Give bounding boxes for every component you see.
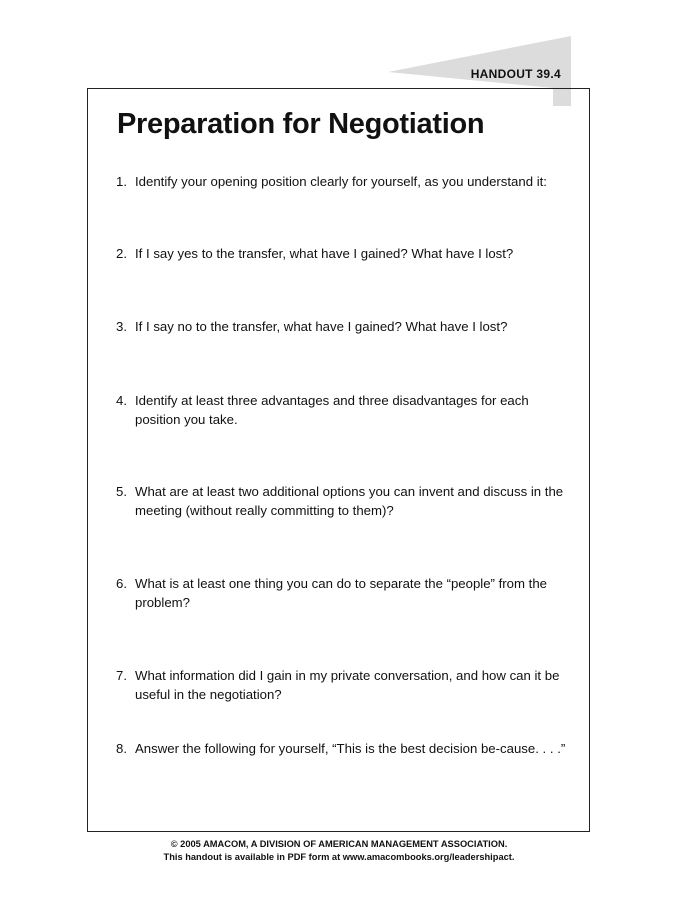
question-2 (116, 245, 566, 264)
handout-label: HANDOUT 39.4 (470, 67, 561, 81)
footer-copyright: © 2005 AMACOM, A DIVISION OF AMERICAN MANAGEMENT ASSOCIATION. (170, 839, 508, 849)
footer-availability: This handout is available in PDF form at www.amacombooks.org/leadershipact. (163, 852, 515, 862)
question-number: 2. (116, 246, 127, 261)
page-title: Preparation for Negotiation (117, 108, 485, 140)
footer (0, 838, 678, 864)
question-7 (116, 667, 566, 704)
question-text: Identify your opening position clearly for yourself, as you understand it: (135, 174, 547, 189)
content-frame (87, 88, 590, 832)
question-5 (116, 483, 566, 520)
question-number: 1. (116, 174, 127, 189)
question-number: 8. (116, 741, 127, 756)
question-1 (116, 173, 566, 192)
question-3 (116, 318, 566, 337)
question-text: What is at least one thing you can do to separate the “people” from the problem? (135, 576, 547, 610)
question-text: If I say yes to the transfer, what have I gained? What have I lost? (135, 246, 514, 261)
question-number: 6. (116, 576, 127, 591)
question-text: What information did I gain in my private conversation, and how can it be useful in the negotiation? (135, 668, 560, 702)
question-number: 5. (116, 484, 127, 499)
question-number: 4. (116, 393, 127, 408)
question-6 (116, 575, 566, 612)
question-number: 3. (116, 319, 127, 334)
question-4 (116, 392, 566, 429)
question-8 (116, 740, 566, 759)
question-text: What are at least two additional options you can invent and discuss in the meeting (without really committing to them)? (135, 484, 564, 518)
question-text: If I say no to the transfer, what have I gained? What have I lost? (135, 319, 508, 334)
question-text: Identify at least three advantages and three disadvantages for each position you take. (135, 393, 529, 427)
question-number: 7. (116, 668, 127, 683)
question-text: Answer the following for yourself, “This is the best decision be-cause. . . .” (135, 741, 566, 756)
